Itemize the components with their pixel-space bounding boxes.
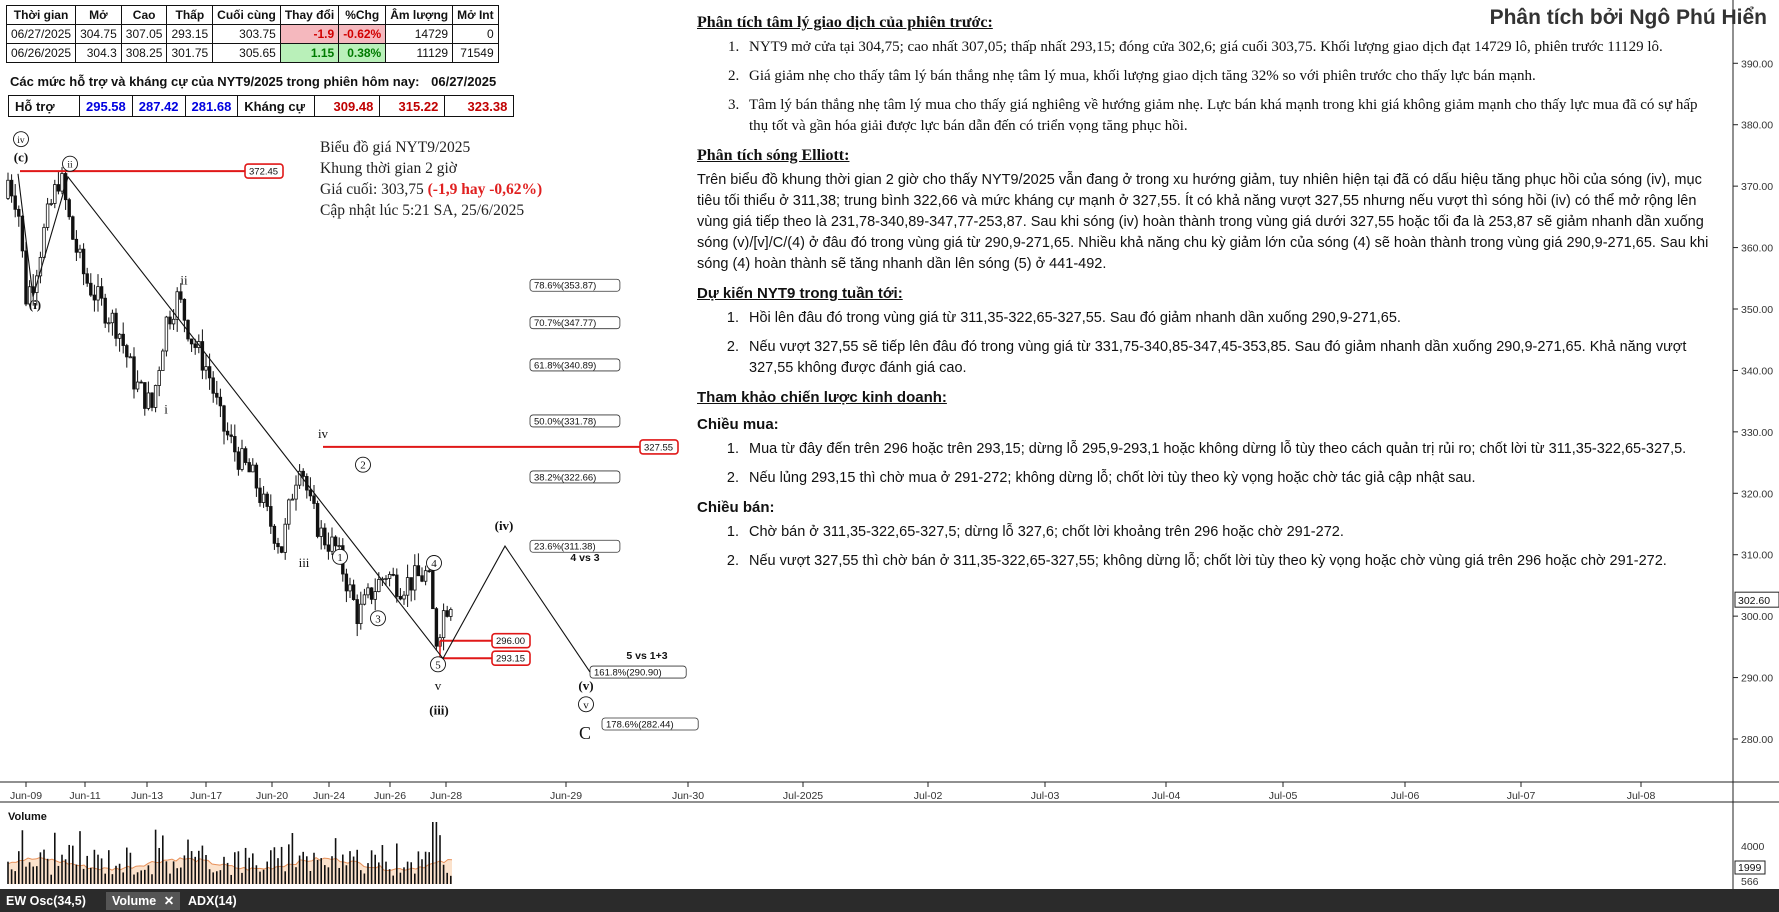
x-tick-label: Jun-11 — [69, 790, 101, 802]
elliott-text: Trên biểu đồ khung thời gian 2 giờ cho thấy NYT9/2025 vẫn đang ở trong xu hướng giảm, tuy nhiên hiện tại đã có dấu hiệu tăng phục hồi của sóng (iv), mục tiêu tối thiểu ở 311,38; trung bình 322,66 và mức kháng cự mạnh ở 327,55. Ít có khả năng vượt 327,55 nhưng nếu vượt thì sóng hồi (iv) có thể mở rộng lên vùng giá tiếp theo là 231,78-340,89-347,77-253,87. Sau khi sóng (iv) hoàn thành trong vùng giá dưới 327,55 hoặc tối đa là 253,87 sẽ giảm nhanh dần xuống sóng (v)/[v]/C/(4) ở đâu đó trong vùng giá từ 290,9-271,65. Nhiều khả năng chu kỳ giảm lớn của sóng (4) sẽ hoàn thành trong vùng giá 290,9-271,65. Sau khi sóng (4) hoàn thành sẽ tăng nhanh dần lên sóng (5) ở 441-492. — [697, 172, 1709, 272]
candle-body — [219, 397, 222, 406]
table-row — [7, 25, 499, 44]
candle-body — [237, 452, 240, 470]
candle-body — [115, 313, 118, 338]
candle-body — [194, 344, 197, 348]
candle-body — [363, 595, 366, 604]
y-tick-label: 370.00 — [1741, 181, 1774, 194]
x-tick-label: Jul-08 — [1626, 790, 1656, 802]
chart-frame: Khung thời gian 2 giờ — [320, 160, 457, 177]
buy-title: Chiều mua: — [697, 416, 779, 433]
candle-body — [154, 385, 157, 407]
candle-body — [68, 200, 71, 217]
fib-level-label: 61.8%(340.89) — [534, 360, 597, 372]
cell-low: 293.15 — [167, 25, 213, 44]
author-label: Phân tích bởi Ngô Phú Hiển — [1489, 6, 1767, 29]
chart-info — [320, 137, 542, 221]
wave-label: (i) — [28, 297, 42, 312]
candle-body — [262, 494, 265, 502]
candle-body — [417, 566, 420, 576]
chart-last — [320, 179, 542, 200]
col-pct: %Chg — [339, 6, 386, 25]
price-axis — [1733, 58, 1779, 746]
candle-body — [82, 249, 85, 274]
candle-body — [126, 346, 129, 357]
red-level-label: 296.00 — [496, 636, 526, 648]
candle-body — [208, 367, 211, 378]
candle-body — [309, 490, 312, 496]
candle-body — [414, 566, 417, 590]
candle-body — [428, 571, 431, 572]
candle-body — [100, 287, 103, 299]
sr-title-text: Các mức hỗ trợ và kháng cự của NYT9/2025 trong phiên hôm nay: — [10, 74, 420, 89]
forecast-list — [697, 308, 1717, 379]
candle-body — [183, 299, 186, 320]
candle-body — [403, 595, 406, 599]
list-item: 1. Mua từ đây đến trên 296 hoặc trên 293,15; dừng lỗ 295,9-293,1 hoặc không dừng lỗ tùy theo cách quản trị rủi ro; chốt lời từ 311,35-322,65-327,5. — [743, 439, 1717, 460]
x-tick-label: Jul-05 — [1268, 790, 1298, 802]
candle-body — [273, 526, 276, 543]
candle-body — [345, 574, 348, 591]
candle-body — [230, 435, 233, 437]
last-change: (-1,9 hay -0,62%) — [427, 181, 543, 198]
cell-volume: 14729 — [386, 25, 453, 44]
candle-body — [435, 609, 438, 647]
volume-tick-label: 4000 — [1741, 841, 1765, 853]
x-tick-label: Jun-28 — [429, 790, 463, 802]
candle-body — [10, 180, 13, 196]
candle-body — [140, 382, 143, 383]
candle-body — [370, 588, 373, 599]
volume-title: Volume — [8, 811, 47, 823]
candle-body — [252, 465, 255, 472]
col-last: Cuối cùng — [213, 6, 281, 25]
fib-levels — [530, 279, 698, 730]
candle-body — [352, 585, 355, 600]
candle-body — [442, 611, 445, 638]
cell-oi: 0 — [453, 25, 499, 44]
candle-body — [18, 209, 21, 216]
buy-list — [697, 439, 1717, 489]
candle-body — [54, 185, 57, 204]
candle-body — [136, 382, 139, 389]
y-tick-label: 390.00 — [1741, 58, 1774, 71]
cell-oi: 71549 — [453, 44, 499, 63]
x-tick-label: Jul-04 — [1151, 790, 1181, 802]
candle-body — [61, 173, 64, 191]
y-tick-label: 380.00 — [1741, 119, 1774, 132]
cell-pct: -0.62% — [339, 25, 386, 44]
candle-body — [360, 604, 363, 623]
wave-label: i — [164, 401, 168, 417]
sr-date: 06/27/2025 — [431, 74, 497, 89]
candle-body — [396, 575, 399, 596]
table-row — [7, 44, 499, 63]
chart-title: Biểu đồ giá NYT9/2025 — [320, 139, 471, 156]
indicator-tab-bar — [0, 889, 1779, 912]
list-item: 1. NYT9 mở cửa tại 304,75; cao nhất 307,05; thấp nhất 293,15; đóng cửa 302,6; giá cuối 303,75. Khối lượng giao dịch đạt 14729 lô, phiên trước 11129 lô. — [743, 37, 1717, 58]
candle-body — [93, 295, 96, 300]
candle-body — [122, 334, 125, 345]
candle-body — [266, 494, 269, 506]
red-level-label: 327.55 — [644, 442, 674, 454]
candle-body — [169, 317, 172, 324]
candle-body — [248, 463, 251, 472]
x-tick-label: Jul-07 — [1506, 790, 1536, 802]
candle-body — [180, 292, 183, 300]
y-tick-label: 360.00 — [1741, 242, 1774, 255]
wave-label: 5 vs 1+3 — [626, 650, 668, 663]
chart-updated: Cập nhật lúc 5:21 SA, 25/6/2025 — [320, 202, 525, 219]
section-forecast-title: Dự kiến NYT9 trong tuần tới: — [697, 285, 903, 302]
candle-body — [320, 528, 323, 536]
x-tick-label: Jun-20 — [255, 790, 289, 802]
candle-body — [302, 471, 305, 476]
cell-pct: 0.38% — [339, 44, 386, 63]
candle-body — [147, 393, 150, 408]
candle-body — [316, 503, 319, 536]
candle-body — [327, 545, 330, 551]
candle-body — [90, 283, 93, 295]
candle-body — [421, 576, 424, 581]
wave-label: C — [578, 723, 592, 743]
fib-level-label: 78.6%(353.87) — [534, 280, 597, 292]
close-icon[interactable]: ✕ — [163, 894, 175, 908]
cell-time: 06/26/2025 — [7, 44, 76, 63]
red-level-label: 372.45 — [249, 166, 279, 178]
section-sentiment-title: Phân tích tâm lý giao dịch của phiên trước: — [697, 14, 993, 31]
candle-body — [378, 579, 381, 591]
candle-body — [241, 449, 244, 470]
wave-label: 4 vs 3 — [570, 551, 600, 564]
cell-time: 06/27/2025 — [7, 25, 76, 44]
candle-body — [86, 274, 89, 283]
candle-body — [205, 367, 208, 371]
candle-body — [57, 185, 60, 192]
list-item: 2. Nếu vượt 327,55 sẽ tiếp lên đâu đó trong vùng giá từ 331,75-340,85-347,45-353,85. Sau đó giảm nhanh dần xuống 290,9-271,65. Khả năng vượt 327,55 không được đánh giá cao. — [743, 337, 1717, 379]
sell-title: Chiều bán: — [697, 499, 775, 516]
col-open: Mở — [76, 6, 122, 25]
candle-body — [450, 609, 453, 616]
cell-last: 303.75 — [213, 25, 281, 44]
x-tick-label: Jun-09 — [9, 790, 43, 802]
wave-label: 4 — [431, 558, 437, 570]
col-low: Thấp — [167, 6, 213, 25]
support-2: 287.42 — [132, 96, 185, 117]
candle-body — [226, 431, 229, 435]
candle-body — [111, 313, 114, 323]
y-tick-label: 350.00 — [1741, 304, 1774, 316]
candle-body — [129, 357, 132, 358]
candle-body — [7, 180, 10, 198]
candle-body — [46, 204, 49, 228]
red-level-label: 293.15 — [496, 653, 526, 665]
col-volume: Âm lượng — [386, 6, 453, 25]
candle-body — [259, 488, 262, 503]
resistance-2: 315.22 — [380, 96, 445, 117]
y-tick-label: 310.00 — [1741, 549, 1774, 562]
list-item: 3. Tâm lý bán thắng nhẹ tâm lý mua cho thấy giá nghiêng về hướng giảm nhẹ. Lực bán khá mạnh trong khi giá không giảm mạnh cho thấy lực mua đã có sự hấp thụ tốt và gần hóa giải được lực bán dẫn đến có triển vọng tăng phục hồi. — [743, 95, 1717, 137]
sell-list — [697, 522, 1717, 572]
wave-label: iv — [17, 136, 25, 147]
y-tick-label: 290.00 — [1741, 672, 1774, 685]
wave-label: (iv) — [494, 518, 514, 534]
sentiment-list — [697, 37, 1717, 137]
sr-title — [10, 74, 496, 89]
candle-body — [270, 506, 273, 526]
wave-lines — [18, 174, 590, 672]
candle-body — [424, 571, 427, 582]
cell-last: 305.65 — [213, 44, 281, 63]
volume-tick-label: 566 — [1741, 876, 1759, 888]
wave-label: ii — [67, 160, 73, 171]
tab-volume-label: Volume — [112, 894, 157, 908]
wave-label: 2 — [360, 459, 366, 472]
volume-panel — [8, 822, 1765, 888]
fib-level-label: 178.6%(282.44) — [606, 719, 674, 731]
cell-high: 308.25 — [121, 44, 167, 63]
candle-body — [25, 251, 28, 304]
tab-adx[interactable]: ADX(14) — [188, 894, 237, 908]
x-tick-label: Jul-02 — [913, 790, 943, 802]
candle-body — [284, 524, 287, 552]
y-tick-label: 330.00 — [1741, 426, 1774, 439]
candle-body — [295, 485, 298, 499]
support-label: Hỗ trợ — [9, 96, 80, 117]
analysis-panel — [697, 10, 1717, 580]
candle-body — [399, 596, 402, 599]
support-3: 281.68 — [185, 96, 238, 117]
list-item: 2. Nếu lủng 293,15 thì chờ mua ở 291-272; không dừng lỗ; chốt lời tùy theo kỳ vọng hoặc chờ tác giả cập nhật sau. — [743, 468, 1717, 489]
candle-body — [392, 574, 395, 575]
cell-change: 1.15 — [280, 44, 338, 63]
list-item: 2. Giá giảm nhẹ cho thấy tâm lý bán thắng nhẹ tâm lý mua, khối lượng giao dịch tăng 32% so với phiên trước cho thấy lực bán mạnh. — [743, 66, 1717, 87]
wave-label: v — [583, 699, 589, 712]
candle-body — [313, 496, 316, 504]
x-tick-label: Jun-30 — [671, 790, 705, 802]
candle-body — [367, 588, 370, 595]
resistance-1: 309.48 — [315, 96, 380, 117]
wave-label: (iii) — [429, 702, 449, 718]
time-axis — [10, 782, 1656, 802]
candle-body — [50, 203, 53, 204]
x-tick-label: Jun-17 — [189, 790, 223, 802]
cell-open: 304.3 — [76, 44, 122, 63]
candle-body — [118, 334, 121, 338]
last-price: Giá cuối: 303,75 — [320, 181, 424, 198]
candle-body — [338, 546, 341, 547]
candle-body — [75, 239, 78, 252]
candle-body — [288, 500, 291, 524]
tab-volume[interactable] — [106, 892, 180, 910]
candle-body — [385, 578, 388, 579]
x-tick-label: Jun-24 — [312, 790, 346, 802]
candle-body — [277, 543, 280, 546]
cell-volume: 11129 — [386, 44, 453, 63]
candle-body — [97, 287, 100, 300]
quote-table — [6, 5, 499, 63]
x-tick-label: Jul-06 — [1390, 790, 1420, 802]
list-item: 1. Hồi lên đâu đó trong vùng giá từ 311,35-322,65-327,55. Sau đó giảm nhanh dần xuống 290,9-271,65. — [743, 308, 1717, 329]
candle-body — [223, 406, 226, 431]
current-price-label: 302.60 — [1738, 595, 1771, 608]
candle-body — [324, 528, 327, 545]
candle-body — [165, 317, 168, 351]
candle-body — [374, 592, 377, 600]
wave-label: (v) — [578, 677, 594, 693]
wave-label: (c) — [13, 149, 29, 165]
support-1: 295.58 — [80, 96, 133, 117]
candle-body — [255, 465, 258, 488]
col-change: Thay đổi — [280, 6, 338, 25]
wave-label: ii — [180, 272, 188, 288]
wave-label: 5 — [435, 659, 441, 672]
y-tick-label: 300.00 — [1741, 611, 1774, 624]
table-row — [9, 96, 514, 117]
wave-label: iii — [298, 555, 310, 570]
candle-body — [172, 319, 175, 324]
candle-body — [432, 571, 435, 609]
candle-body — [291, 499, 294, 500]
y-tick-label: 320.00 — [1741, 488, 1774, 501]
candle-body — [446, 611, 449, 617]
candle-body — [334, 537, 337, 546]
wave-label: 1 — [337, 551, 343, 564]
candle-body — [108, 323, 111, 324]
candle-body — [72, 217, 75, 240]
candle-body — [216, 393, 219, 397]
col-high: Cao — [121, 6, 167, 25]
candle-body — [43, 227, 46, 257]
x-tick-label: Jun-29 — [549, 790, 583, 802]
tab-ew-osc[interactable]: EW Osc(34,5) — [6, 894, 86, 908]
list-item: 1. Chờ bán ở 311,35-322,65-327,5; dừng lỗ 327,6; chốt lời khoảng trên 296 hoặc chờ 291-272. — [743, 522, 1717, 543]
section-elliott-title: Phân tích sóng Elliott: — [697, 147, 850, 164]
wave-label: 3 — [375, 613, 381, 626]
candle-body — [158, 371, 161, 386]
fib-level-label: 161.8%(290.90) — [594, 667, 662, 679]
candle-body — [151, 393, 154, 408]
candle-body — [244, 449, 247, 463]
candle-body — [356, 600, 359, 624]
candle-body — [406, 578, 409, 596]
col-time: Thời gian — [7, 6, 76, 25]
fib-level-label: 38.2%(322.66) — [534, 472, 597, 484]
candle-body — [234, 436, 237, 451]
candle-body — [133, 357, 136, 389]
fib-level-label: 50.0%(331.78) — [534, 416, 597, 428]
section-strategy-title: Tham khảo chiến lược kinh doanh: — [697, 389, 947, 406]
cell-low: 301.75 — [167, 44, 213, 63]
candle-body — [144, 383, 147, 409]
fib-level-label: 23.6%(311.38) — [534, 541, 596, 553]
candle-body — [410, 578, 413, 590]
candle-body — [201, 342, 204, 371]
candle-body — [212, 378, 215, 393]
candle-body — [14, 196, 17, 209]
wave-line — [18, 174, 590, 672]
wave-label: v — [434, 677, 442, 693]
candle-body — [79, 249, 82, 252]
x-tick-label: Jun-26 — [373, 790, 407, 802]
candle-body — [162, 351, 165, 371]
y-tick-label: 340.00 — [1741, 365, 1774, 378]
candle-body — [190, 339, 193, 344]
wave-label: iv — [317, 426, 329, 441]
wave-labels — [14, 132, 668, 743]
col-oi: Mở Int — [453, 6, 499, 25]
candles — [7, 167, 452, 653]
volume-tick-label: 1999 — [1738, 862, 1762, 874]
cell-open: 304.75 — [76, 25, 122, 44]
quote-header-row — [7, 6, 499, 25]
candle-body — [349, 585, 352, 591]
candle-body — [388, 574, 391, 578]
y-tick-label: 280.00 — [1741, 734, 1774, 746]
list-item: 2. Nếu vượt 327,55 thì chờ bán ở 311,35-322,65-327,55; không dừng lỗ; chốt lời tùy theo kỳ vọng hoặc chờ vùng giá trên 296 hoặc chờ 291-272. — [743, 551, 1717, 572]
x-tick-label: Jul-03 — [1030, 790, 1060, 802]
candle-body — [104, 298, 107, 323]
resistance-3: 323.38 — [445, 96, 514, 117]
cell-high: 307.05 — [121, 25, 167, 44]
candle-body — [331, 537, 334, 551]
x-tick-label: Jun-13 — [130, 790, 164, 802]
cell-change: -1.9 — [280, 25, 338, 44]
candle-body — [280, 547, 283, 553]
resistance-label: Kháng cự — [238, 96, 315, 117]
x-tick-label: Jul-2025 — [782, 790, 824, 802]
support-resistance-table — [8, 95, 514, 117]
fib-level-label: 70.7%(347.77) — [534, 318, 597, 330]
